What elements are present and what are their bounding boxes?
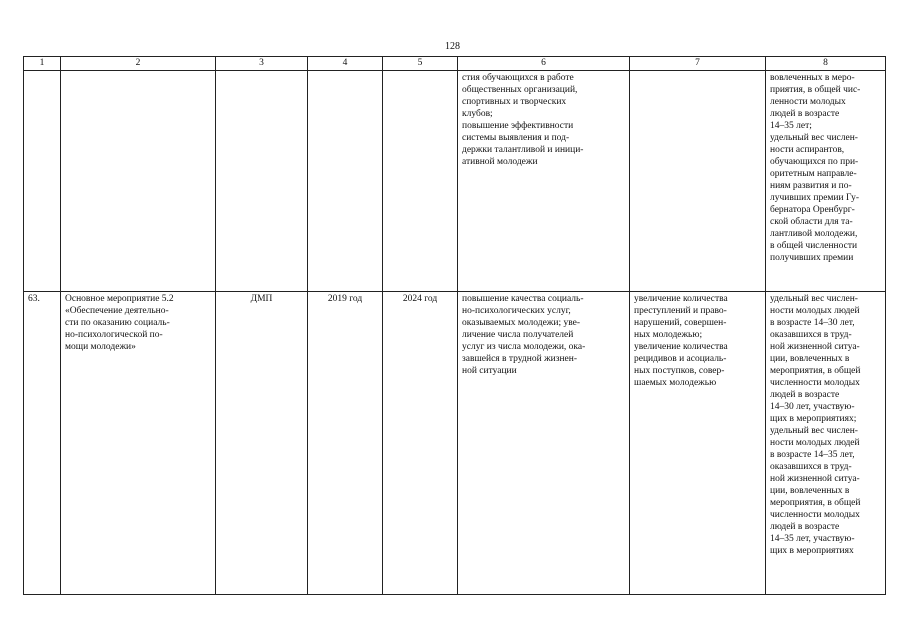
header-col-6: 6 [458,57,630,71]
page-number: 128 [445,41,460,52]
text-line: повышение эффективности [462,121,574,131]
text-line: ции, вовлеченных в [770,354,850,364]
text-line: получивших премии [770,253,854,263]
text-line: людей в возрасте [770,390,840,400]
text-line: обучающихся по при- [770,157,859,167]
row2-start-year: 2019 год [308,292,383,595]
text-line: 14–35 лет; [770,121,812,131]
table-row [24,71,886,292]
row1-expected-results [458,71,630,292]
header-col-5: 5 [383,57,458,71]
text-line: в возрасте 14–30 лет, [770,318,855,328]
header-col-7: 7 [630,57,766,71]
text-line: услуг из числа молодежи, ока- [462,342,586,352]
text-line: но-психологической по- [65,330,163,340]
text-line: общественных организаций, [462,85,578,95]
text-line: мероприятия, в общей [770,366,861,376]
text-line: держки талантливой и иници- [462,145,584,155]
header-col-4: 4 [308,57,383,71]
program-table [23,56,886,595]
text-line: повышение качества социаль- [462,294,584,304]
text-line: ции, вовлеченных в [770,486,850,496]
text-line: ных поступков, совер- [634,366,725,376]
header-col-8: 8 [766,57,886,71]
text-line: ной жизненной ситуа- [770,342,860,352]
text-line: спортивных и творческих [462,97,567,107]
text-line: ности молодых людей [770,438,860,448]
text-line: удельный вес числен- [770,133,858,143]
table-row [24,292,886,595]
text-line: ативной молодежи [462,157,538,167]
row1-consequences-cell [630,71,766,292]
header-col-1: 1 [24,57,61,71]
row1-end-cell [383,71,458,292]
text-line: вовлеченных в меро- [770,73,855,83]
text-line: удельный вес числен- [770,426,858,436]
row2-executor: ДМП [216,292,308,595]
header-col-2: 2 [61,57,216,71]
text-line: приятия, в общей чис- [770,85,861,95]
text-line: 14–35 лет, участвую- [770,534,855,544]
row2-num: 63. [24,292,61,595]
row1-indicators [766,71,886,292]
text-line: Основное мероприятие 5.2 [65,294,174,304]
text-line: удельный вес числен- [770,294,858,304]
text-line: ленности молодых [770,97,846,107]
row1-num-cell [24,71,61,292]
text-line: ных молодежью; [634,330,703,340]
text-line: стия обучающихся в работе [462,73,574,83]
text-line: но-психологических услуг, [462,306,571,316]
text-line: оказавшихся в труд- [770,330,852,340]
text-line: бернатора Оренбург- [770,205,855,215]
text-line: преступлений и право- [634,306,727,316]
text-line: сти по оказанию социаль- [65,318,170,328]
text-line: клубов; [462,109,493,119]
row1-executor-cell [216,71,308,292]
text-line: ности аспирантов, [770,145,845,155]
text-line: ниям развития и по- [770,181,852,191]
row2-consequences [630,292,766,595]
text-line: щих в мероприятиях; [770,414,857,424]
text-line: лантливой молодежи, [770,229,858,239]
text-line: оритетным направле- [770,169,857,179]
text-line: численности молодых [770,378,860,388]
text-line: завшейся в трудной жизнен- [462,354,578,364]
row1-start-cell [308,71,383,292]
text-line: ности молодых людей [770,306,860,316]
text-line: шаемых молодежью [634,378,717,388]
row2-indicators [766,292,886,595]
text-line: щих в мероприятиях [770,546,854,556]
row1-name-cell [61,71,216,292]
text-line: мероприятия, в общей [770,498,861,508]
text-line: мощи молодежи» [65,342,136,352]
text-line: ской области для та- [770,217,853,227]
text-line: людей в возрасте [770,109,840,119]
text-line: рецидивов и асоциаль- [634,354,727,364]
text-line: лучивших премии Гу- [770,193,860,203]
text-line: оказавшихся в труд- [770,462,852,472]
header-col-3: 3 [216,57,308,71]
row2-end-year: 2024 год [383,292,458,595]
text-line: личение числа получателей [462,330,574,340]
text-line: ной жизненной ситуа- [770,474,860,484]
header-row [24,57,886,71]
text-line: оказываемых молодежи; уве- [462,318,581,328]
text-line: ной ситуации [462,366,517,376]
text-line: увеличение количества [634,294,728,304]
row2-activity-name [61,292,216,595]
text-line: «Обеспечение деятельно- [65,306,169,316]
text-line: в общей численности [770,241,858,251]
text-line: численности молодых [770,510,860,520]
text-line: людей в возрасте [770,522,840,532]
text-line: нарушений, совершен- [634,318,727,328]
text-line: увеличение количества [634,342,728,352]
text-line: 14–30 лет, участвую- [770,402,855,412]
row2-expected-results [458,292,630,595]
text-line: системы выявления и под- [462,133,570,143]
text-line: в возрасте 14–35 лет, [770,450,855,460]
